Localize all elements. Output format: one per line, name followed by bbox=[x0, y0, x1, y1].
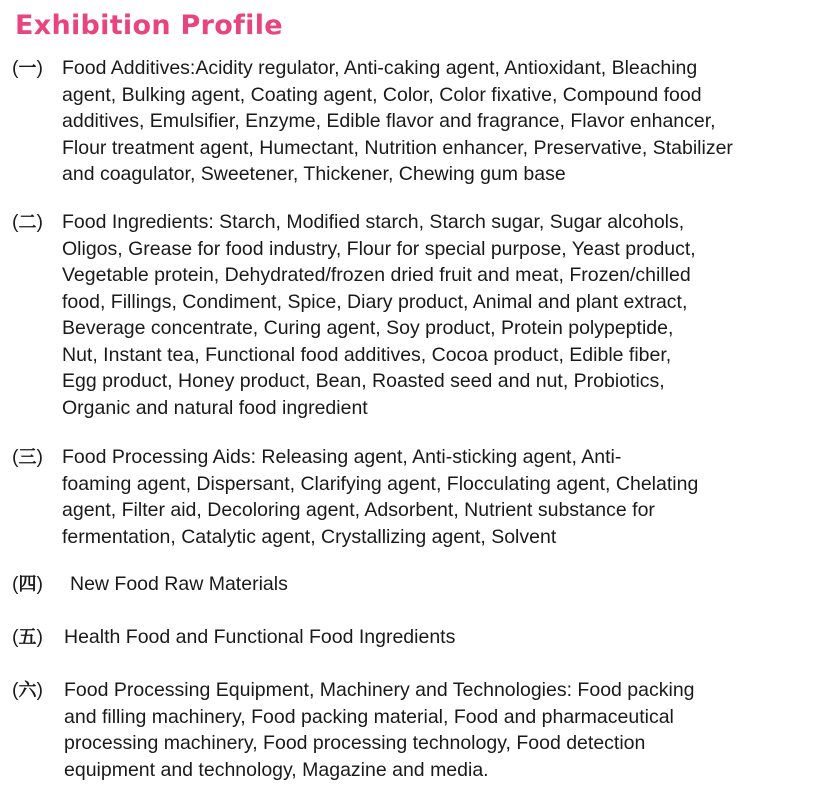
text-line: Health Food and Functional Food Ingredients bbox=[64, 626, 456, 648]
section-marker: (三) bbox=[12, 446, 43, 468]
text-line: foaming agent, Dispersant, Clarifying agent, Flocculating agent, Chelating bbox=[62, 472, 699, 495]
text-line: additives, Emulsifier, Enzyme, Edible flavor and fragrance, Flavor enhancer, bbox=[62, 110, 716, 132]
section-text bbox=[62, 444, 698, 550]
section-text bbox=[62, 55, 733, 188]
text-line: fermentation, Catalytic agent, Crystallizing agent, Solvent bbox=[62, 525, 557, 548]
section-marker: (四) bbox=[12, 573, 43, 595]
text-line: Organic and natural food ingredient bbox=[62, 396, 368, 419]
text-line: and coagulator, Sweetener, Thickener, Chewing gum base bbox=[62, 163, 566, 185]
text-line: food, Fillings, Condiment, Spice, Diary product, Animal and plant extract, bbox=[62, 290, 688, 313]
text-line: Food Processing Aids: Releasing agent, Anti-sticking agent, Anti- bbox=[62, 446, 622, 468]
text-line: Flour treatment agent, Humectant, Nutrition enhancer, Preservative, Stabilizer bbox=[62, 136, 733, 159]
text-line: Oligos, Grease for food industry, Flour for special purpose, Yeast product, bbox=[62, 237, 696, 260]
text-line: processing machinery, Food processing technology, Food detection bbox=[64, 732, 646, 754]
section-marker: (六) bbox=[12, 679, 43, 701]
text-line: Food Processing Equipment, Machinery and Technologies: Food packing bbox=[64, 679, 695, 701]
section-marker: (一) bbox=[12, 57, 43, 79]
text-line: Food Ingredients: Starch, Modified starch, Starch sugar, Sugar alcohols, bbox=[62, 211, 685, 233]
text-line: agent, Bulking agent, Coating agent, Color, Color fixative, Compound food bbox=[62, 83, 702, 106]
text-line: Beverage concentrate, Curing agent, Soy product, Protein polypeptide, bbox=[62, 317, 674, 339]
section-marker: (二) bbox=[12, 211, 43, 233]
text-line: agent, Filter aid, Decoloring agent, Adsorbent, Nutrient substance for bbox=[62, 499, 655, 521]
page-title: Exhibition Profile bbox=[15, 10, 283, 41]
section-text bbox=[62, 209, 696, 421]
text-line: Nut, Instant tea, Functional food additives, Cocoa product, Edible fiber, bbox=[62, 343, 672, 366]
text-line: equipment and technology, Magazine and media. bbox=[64, 758, 489, 781]
text-line: New Food Raw Materials bbox=[70, 573, 288, 595]
text-line: Vegetable protein, Dehydrated/frozen dried fruit and meat, Frozen/chilled bbox=[62, 264, 691, 286]
text-line: Food Additives:Acidity regulator, Anti-caking agent, Antioxidant, Bleaching bbox=[62, 57, 698, 79]
section-text bbox=[64, 677, 695, 783]
text-line: and filling machinery, Food packing material, Food and pharmaceutical bbox=[64, 705, 674, 728]
text-line: Egg product, Honey product, Bean, Roasted seed and nut, Probiotics, bbox=[62, 370, 665, 392]
section-text bbox=[64, 624, 455, 651]
section-text bbox=[70, 571, 288, 598]
section-marker: (五) bbox=[12, 626, 43, 648]
